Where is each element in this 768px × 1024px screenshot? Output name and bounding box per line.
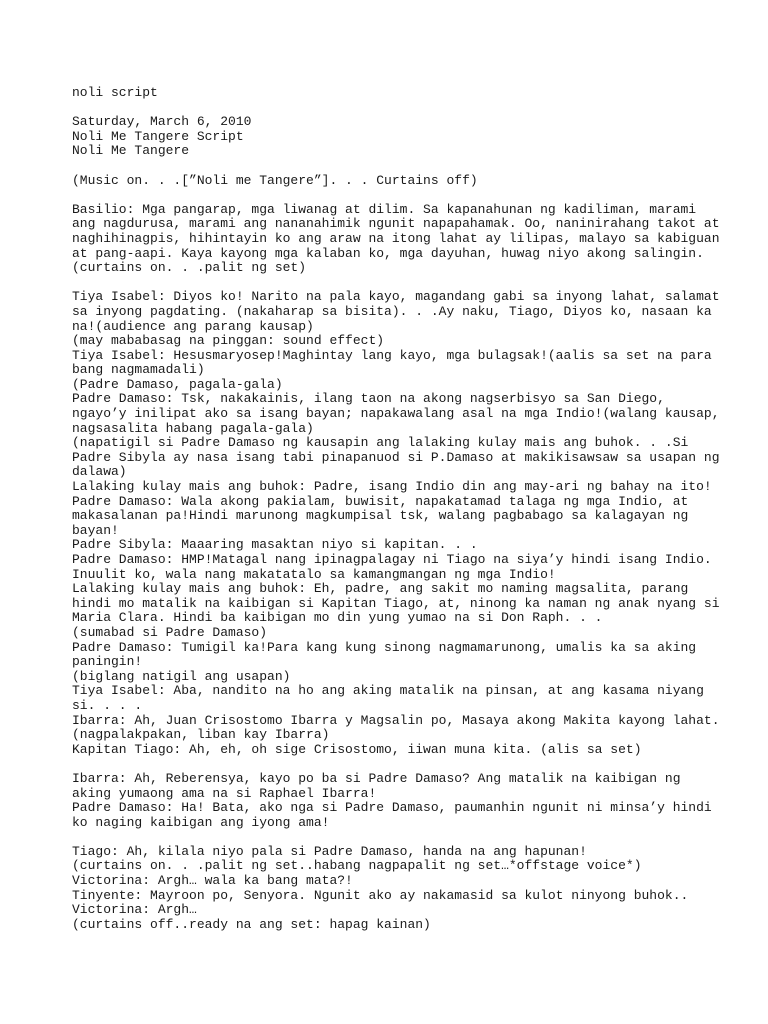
scene-one xyxy=(72,290,722,757)
script-line: Lalaking kulay mais ang buhok: Eh, padre, ang sakit mo naming magsalita, parang xyxy=(72,581,689,597)
script-line: bang nagmamadali) xyxy=(72,362,205,378)
script-line: (curtains off..ready na ang set: hapag kainan) xyxy=(72,916,431,932)
script-line: Padre Damaso: Tsk, nakakainis, ilang taon na akong nagserbisyo sa San Diego, xyxy=(72,391,665,407)
script-line: makasalanan pa!Hindi marunong magkumpisal tsk, walang pagbabago sa kalagayan ng xyxy=(72,508,689,524)
script-line: Basilio: Mga pangarap, mga liwanag at dilim. Sa kapanahunan ng kadiliman, marami xyxy=(72,201,697,217)
script-line: ang nagdurusa, marami ang nananahimik ngunit napapahamak. Oo, naninirahang takot at xyxy=(72,216,720,232)
script-line: Tinyente: Mayroon po, Senyora. Ngunit ako ay nakamasid sa kulot ninyong buhok.. xyxy=(72,887,689,903)
script-line: (curtains on. . .palit ng set) xyxy=(72,260,307,276)
script-line: (napatigil si Padre Damaso ng kausapin ang lalaking kulay mais ang buhok. . .Si xyxy=(72,435,689,451)
scene-three xyxy=(72,845,722,933)
script-line: Kapitan Tiago: Ah, eh, oh sige Crisostomo, iiwan muna kita. (alis sa set) xyxy=(72,741,642,757)
script-line: Padre Damaso: HMP!Matagal nang ipinagpalagay ni Tiago na siya’y hindi isang Indio. xyxy=(72,552,712,567)
script-line: Tiya Isabel: Hesusmaryosep!Maghintay lang kayo, mga bulagsak!(aalis sa set na para xyxy=(72,347,712,363)
script-line: (nagpalakpakan, liban kay Ibarra) xyxy=(72,727,330,743)
script-line: paningin! xyxy=(72,654,143,670)
script-line: nagsasalita habang pagala-gala) xyxy=(72,420,314,436)
script-line: (curtains on. . .palit ng set..habang nagpapalit ng set…*offstage voice*) xyxy=(72,858,642,874)
script-line: ngayo’y inilipat ako sa isang bayan; napakawalang asal na mga Indio!(walang kausap, xyxy=(72,406,720,422)
script-line: Ibarra: Ah, Juan Crisostomo Ibarra y Magsalin po, Masaya akong Makita kayong lahat. xyxy=(72,712,720,728)
spacer xyxy=(72,757,722,772)
script-line: Inuulit ko, wala nang makatatalo sa kamangmangan ng mga Indio! xyxy=(72,566,556,582)
script-line: (sumabad si Padre Damaso) xyxy=(72,624,268,640)
spacer xyxy=(72,276,722,291)
scene-two xyxy=(72,772,722,830)
script-line: Victorina: Argh… wala ka bang mata?! xyxy=(72,873,353,889)
spacer xyxy=(72,101,722,116)
script-line: Lalaking kulay mais ang buhok: Padre, isang Indio din ang may-ari ng bahay na ito! xyxy=(72,479,712,495)
subtitle: Noli Me Tangere xyxy=(72,143,190,159)
script-line: (may mababasag na pinggan: sound effect) xyxy=(72,333,385,349)
script-line: Tiya Isabel: Aba, nandito na ho ang aking matalik na pinsan, at ang kasama niyang xyxy=(72,683,704,699)
stage-direction: (Music on. . .[”Noli me Tangere”]. . . Curtains off) xyxy=(72,172,478,188)
script-line: Maria Clara. Hindi ba kaibigan mo din yung yumao na si Don Raph. . . xyxy=(72,610,603,626)
script-line: (Padre Damaso, pagala-gala) xyxy=(72,376,283,392)
script-line: at pang-aapi. Kaya kayong mga kalaban ko, mga dayuhan, huwag niyo akong salingin. xyxy=(72,245,704,261)
document-page xyxy=(72,86,722,932)
script-line: aking yumaong ama na si Raphael Ibarra! xyxy=(72,785,377,801)
script-line: bayan! xyxy=(72,522,119,538)
script-line: naghihinagpis, hihintayin ko ang araw na itong lahat ay lilipas, malayo sa kabiguan xyxy=(72,230,720,246)
script-line: Padre Sibyla: Maaaring masaktan niyo si kapitan. . . xyxy=(72,537,478,553)
script-line: Padre Damaso: Ha! Bata, ako nga si Padre Damaso, paumanhin ngunit ni minsa’y hindi xyxy=(72,800,712,816)
script-line: Ibarra: Ah, Reberensya, kayo po ba si Padre Damaso? Ang matalik na kaibigan ng xyxy=(72,770,681,786)
script-line: sa inyong pagdating. (nakaharap sa bisita). . .Ay naku, Tiago, Diyos ko, nasaan ka xyxy=(72,303,712,319)
script-line: na!(audience ang parang kausap) xyxy=(72,318,314,334)
basilio-monologue xyxy=(72,203,722,276)
spacer xyxy=(72,159,722,174)
script-line: Tiago: Ah, kilala niyo pala si Padre Damaso, handa na ang hapunan! xyxy=(72,843,587,859)
script-line: si. . . . xyxy=(72,697,143,713)
subtitle: Noli Me Tangere Script xyxy=(72,128,244,144)
script-line: Victorina: Argh… xyxy=(72,902,197,918)
script-line: (biglang natigil ang usapan) xyxy=(72,668,291,684)
spacer xyxy=(72,830,722,845)
document-title: noli script xyxy=(72,85,158,100)
script-line: Padre Sibyla ay nasa isang tabi pinapanuod si P.Damaso at makikisawsaw sa usapan ng xyxy=(72,449,720,465)
post-date: Saturday, March 6, 2010 xyxy=(72,114,252,130)
spacer xyxy=(72,188,722,203)
script-line: Padre Damaso: Wala akong pakialam, buwisit, napakatamad talaga ng mga Indio, at xyxy=(72,493,689,509)
script-line: dalawa) xyxy=(72,464,127,480)
script-line: ko naging kaibigan ang iyong ama! xyxy=(72,814,330,830)
script-line: Padre Damaso: Tumigil ka!Para kang kung sinong nagmamarunong, umalis ka sa aking xyxy=(72,639,697,655)
script-line: hindi mo matalik na kaibigan si Kapitan Tiago, at, ninong ka naman ng anak nyang si xyxy=(72,595,720,611)
script-line: Tiya Isabel: Diyos ko! Narito na pala kayo, magandang gabi sa inyong lahat, salamat xyxy=(72,289,720,305)
